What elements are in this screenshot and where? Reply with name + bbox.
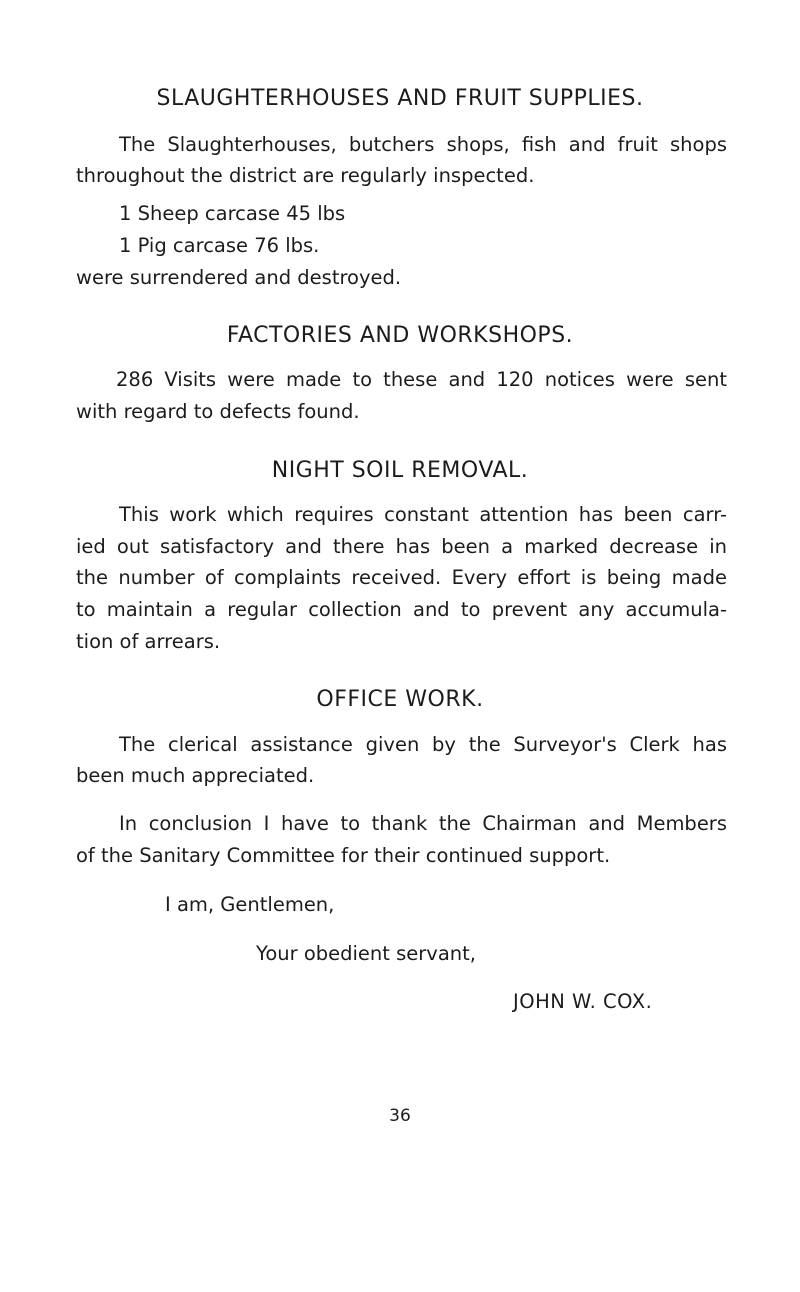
paragraph-line: The clerical assistance given by the Surveyor's Clerk has: [119, 733, 727, 756]
valediction: Your obedient servant,: [256, 942, 476, 965]
paragraph-line: were surrendered and destroyed.: [76, 266, 402, 289]
list-item: 1 Pig carcase 76 lbs.: [119, 234, 320, 257]
paragraph-line: tion of arrears.: [76, 630, 221, 653]
paragraph-line: ied out satisfactory and there has been a marked decrease in: [76, 535, 727, 558]
section-heading-office-work: OFFICE WORK.: [316, 687, 484, 712]
section-heading-factories: FACTORIES AND WORKSHOPS.: [226, 323, 574, 348]
paragraph-line: the number of complaints received. Every effort is being made: [76, 566, 727, 589]
salutation: I am, Gentlemen,: [165, 893, 335, 916]
paragraph-line: been much appreciated.: [76, 764, 315, 787]
paragraph-line: with regard to defects found.: [76, 400, 360, 423]
section-heading-slaughterhouses: SLAUGHTERHOUSES AND FRUIT SUPPLIES.: [156, 86, 644, 111]
paragraph-line: 286 Visits were made to these and 120 notices were sent: [116, 368, 727, 391]
list-item: 1 Sheep carcase 45 lbs: [119, 202, 346, 225]
section-heading-night-soil: NIGHT SOIL REMOVAL.: [271, 458, 529, 483]
conclusion-line: of the Sanitary Committee for their continued support.: [76, 844, 611, 867]
paragraph-line: to maintain a regular collection and to prevent any accumula-: [76, 598, 727, 621]
paragraph-line: The Slaughterhouses, butchers shops, fish and fruit shops: [119, 133, 727, 156]
conclusion-line: In conclusion I have to thank the Chairman and Members: [119, 812, 727, 835]
paragraph-line: throughout the district are regularly inspected.: [76, 164, 535, 187]
signature: JOHN W. COX.: [513, 990, 653, 1013]
page-number: 36: [389, 1106, 411, 1126]
paragraph-line: This work which requires constant attention has been carr-: [119, 503, 727, 526]
